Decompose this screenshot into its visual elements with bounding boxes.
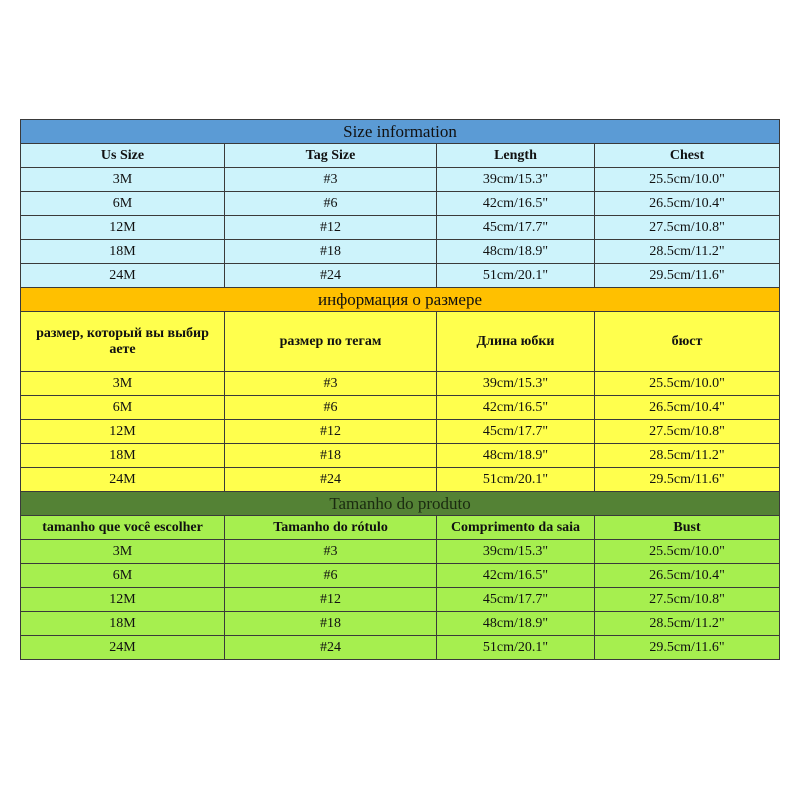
table-cell: 42cm/16.5"	[437, 192, 595, 216]
column-header: Tag Size	[225, 144, 437, 168]
table-row	[21, 468, 780, 492]
table-cell: #3	[225, 540, 437, 564]
table-row	[21, 240, 780, 264]
table-cell: 27.5cm/10.8"	[595, 588, 780, 612]
table-row	[21, 444, 780, 468]
table-cell: #6	[225, 192, 437, 216]
table-cell: #24	[225, 264, 437, 288]
table-cell: 24M	[21, 636, 225, 660]
table-cell: 18M	[21, 444, 225, 468]
section-title: информация о размере	[21, 288, 780, 312]
table-cell: 26.5cm/10.4"	[595, 396, 780, 420]
size-section-english	[21, 120, 780, 288]
table-cell: #18	[225, 444, 437, 468]
size-chart-table	[20, 119, 780, 660]
table-cell: 12M	[21, 216, 225, 240]
table-cell: 26.5cm/10.4"	[595, 192, 780, 216]
table-cell: #3	[225, 168, 437, 192]
table-cell: 26.5cm/10.4"	[595, 564, 780, 588]
table-row	[21, 216, 780, 240]
table-cell: 24M	[21, 264, 225, 288]
table-cell: 3M	[21, 372, 225, 396]
table-cell: 45cm/17.7"	[437, 588, 595, 612]
table-row	[21, 168, 780, 192]
table-cell: 48cm/18.9"	[437, 612, 595, 636]
table-row	[21, 540, 780, 564]
column-header: Comprimento da saia	[437, 516, 595, 540]
table-row	[21, 396, 780, 420]
table-cell: 25.5cm/10.0"	[595, 372, 780, 396]
table-cell: #18	[225, 612, 437, 636]
table-cell: 29.5cm/11.6"	[595, 468, 780, 492]
table-cell: 12M	[21, 420, 225, 444]
table-cell: 45cm/17.7"	[437, 216, 595, 240]
table-row	[21, 588, 780, 612]
column-header: размер, который вы выбир аете	[21, 312, 225, 372]
table-row	[21, 192, 780, 216]
column-header: Us Size	[21, 144, 225, 168]
table-cell: 42cm/16.5"	[437, 396, 595, 420]
table-row	[21, 636, 780, 660]
table-cell: 51cm/20.1"	[437, 636, 595, 660]
table-row	[21, 372, 780, 396]
column-header: размер по тегам	[225, 312, 437, 372]
table-cell: 45cm/17.7"	[437, 420, 595, 444]
table-cell: 18M	[21, 240, 225, 264]
table-cell: 51cm/20.1"	[437, 264, 595, 288]
table-cell: 6M	[21, 192, 225, 216]
table-cell: 39cm/15.3"	[437, 372, 595, 396]
table-cell: 42cm/16.5"	[437, 564, 595, 588]
table-cell: 39cm/15.3"	[437, 168, 595, 192]
table-cell: 27.5cm/10.8"	[595, 420, 780, 444]
table-cell: 18M	[21, 612, 225, 636]
size-section-russian	[21, 288, 780, 492]
table-cell: 24M	[21, 468, 225, 492]
table-cell: 27.5cm/10.8"	[595, 216, 780, 240]
column-header: Tamanho do rótulo	[225, 516, 437, 540]
table-cell: #6	[225, 396, 437, 420]
table-cell: 12M	[21, 588, 225, 612]
table-cell: 29.5cm/11.6"	[595, 264, 780, 288]
table-cell: 25.5cm/10.0"	[595, 168, 780, 192]
table-cell: #6	[225, 564, 437, 588]
table-cell: 28.5cm/11.2"	[595, 240, 780, 264]
table-cell: 3M	[21, 540, 225, 564]
table-cell: 48cm/18.9"	[437, 444, 595, 468]
table-cell: 28.5cm/11.2"	[595, 444, 780, 468]
size-section-portuguese	[21, 492, 780, 660]
table-row	[21, 612, 780, 636]
column-header: Length	[437, 144, 595, 168]
section-title: Size information	[21, 120, 780, 144]
table-cell: 39cm/15.3"	[437, 540, 595, 564]
table-cell: 48cm/18.9"	[437, 240, 595, 264]
column-header: Длина юбки	[437, 312, 595, 372]
table-cell: #24	[225, 636, 437, 660]
table-cell: #12	[225, 216, 437, 240]
table-cell: #12	[225, 588, 437, 612]
table-cell: #18	[225, 240, 437, 264]
table-cell: 28.5cm/11.2"	[595, 612, 780, 636]
table-cell: 6M	[21, 396, 225, 420]
table-cell: 3M	[21, 168, 225, 192]
table-cell: 25.5cm/10.0"	[595, 540, 780, 564]
table-cell: #12	[225, 420, 437, 444]
table-cell: 51cm/20.1"	[437, 468, 595, 492]
column-header: tamanho que você escolher	[21, 516, 225, 540]
section-title: Tamanho do produto	[21, 492, 780, 516]
column-header: Bust	[595, 516, 780, 540]
table-cell: #3	[225, 372, 437, 396]
table-cell: 29.5cm/11.6"	[595, 636, 780, 660]
table-row	[21, 264, 780, 288]
table-row	[21, 420, 780, 444]
column-header: Chest	[595, 144, 780, 168]
table-row	[21, 564, 780, 588]
column-header: бюст	[595, 312, 780, 372]
table-cell: 6M	[21, 564, 225, 588]
table-cell: #24	[225, 468, 437, 492]
